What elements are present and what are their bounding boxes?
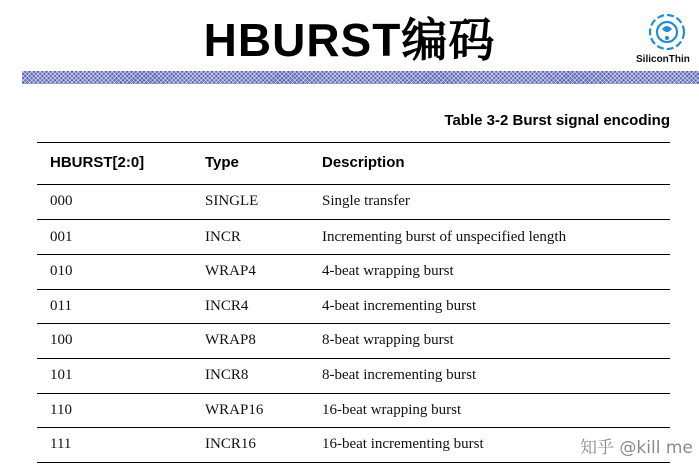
row-type: INCR [205, 229, 241, 245]
row-description: 16-beat incrementing burst [322, 436, 484, 452]
row-type: WRAP16 [205, 402, 264, 418]
row-divider [37, 289, 670, 290]
row-type: WRAP8 [205, 332, 256, 348]
row-divider [37, 254, 670, 255]
row-description: 16-beat wrapping burst [322, 402, 462, 418]
table-caption: Table 3-2 Burst signal encoding [444, 112, 670, 129]
company-logo [636, 10, 699, 70]
watermark: 知乎 @kill me [580, 438, 693, 458]
row-code: 001 [50, 229, 73, 245]
row-type: INCR8 [205, 367, 249, 383]
row-code: 010 [50, 263, 73, 279]
row-description: 8-beat wrapping burst [322, 332, 454, 348]
row-divider [37, 358, 670, 359]
row-divider [37, 323, 670, 324]
row-type: SINGLE [205, 193, 259, 209]
title-separator-band [22, 71, 699, 84]
row-description: 4-beat incrementing burst [322, 298, 477, 314]
row-code: 101 [50, 367, 73, 383]
row-type: WRAP4 [205, 263, 256, 279]
table-top-rule [37, 142, 670, 143]
row-divider [37, 427, 670, 428]
row-type: INCR16 [205, 436, 256, 452]
row-code: 000 [50, 193, 73, 209]
logo-text: SiliconThin [636, 54, 690, 65]
row-description: Single transfer [322, 193, 410, 209]
header-type: Type [205, 154, 239, 171]
table-bottom-rule [37, 462, 670, 463]
row-description: 8-beat incrementing burst [322, 367, 477, 383]
row-description: 4-beat wrapping burst [322, 263, 454, 279]
header-hburst: HBURST[2:0] [50, 154, 145, 171]
row-description: Incrementing burst of unspecified length [322, 229, 567, 245]
header-description: Description [322, 154, 405, 171]
row-code: 011 [50, 298, 72, 314]
row-type: INCR4 [205, 298, 249, 314]
header-bottom-rule [37, 184, 670, 185]
slide-title: HBURST编码 [203, 14, 496, 66]
row-code: 111 [50, 436, 72, 452]
row-divider [37, 393, 670, 394]
row-code: 110 [50, 402, 72, 418]
silicon-thinker-logo-icon [636, 10, 699, 54]
row-divider [37, 219, 670, 220]
row-code: 100 [50, 332, 73, 348]
